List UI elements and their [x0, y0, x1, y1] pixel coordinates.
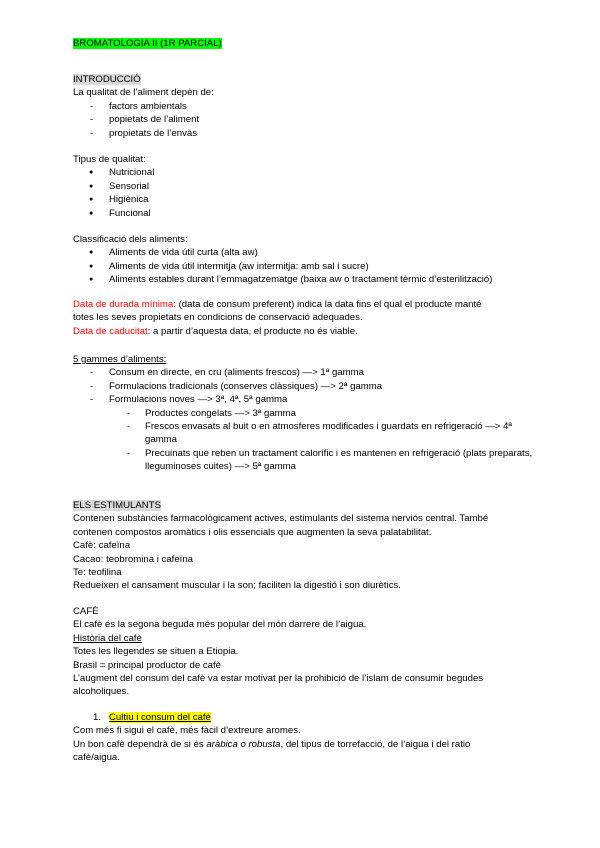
list-item: ● Sensorial — [73, 180, 533, 193]
list-item: - popietats de l’aliment — [73, 113, 533, 126]
paragraph-line: Brasil = principal productor de cafè — [73, 659, 221, 671]
coffee-varieties: aràbica o robusta — [206, 738, 281, 750]
types-lead: Tipus de qualitat: — [73, 154, 146, 165]
list-item: ● Aliments estables durant l’emmagatzematge (baixa aw o tractament tèrmic d’esterilització) — [73, 273, 533, 286]
gammes-list — [73, 366, 533, 406]
cafe-heading: CAFÈ — [73, 606, 99, 617]
quality-lead: La qualitat de l’aliment depèn de: — [73, 87, 214, 99]
list-item: ● Higiènica — [73, 193, 533, 206]
paragraph-line: Cafè: cafeïna — [73, 540, 131, 552]
expiry-date-term: Data de caducitat — [73, 325, 148, 337]
document-title-block — [73, 37, 533, 50]
gammes-heading: 5 gammes d’aliments: — [73, 354, 167, 365]
list-item: - factors ambientals — [73, 100, 533, 113]
list-item: - Consum en directe, en cru (aliments frescos) —> 1ª gamma — [73, 366, 533, 379]
paragraph-line: alcoholiques. — [73, 686, 130, 698]
paragraph-line: , del tipus de torrefacció, de l’aigua i del ratio — [280, 738, 471, 750]
list-item: ● Aliments de vida útil intermitja (aw intermitja: amb sal i sucre) — [73, 260, 533, 273]
intro-heading: INTRODUCCIÓ — [73, 74, 141, 85]
list-item: - Formulacions tradicionals (conserves clàssiques) —> 2ª gamma — [73, 380, 533, 393]
intro-section — [73, 73, 533, 140]
gammes-sublist — [73, 407, 533, 474]
cultiu-number: 1. — [93, 712, 102, 723]
paragraph-line: Cacao: teobromina i cafeïna — [73, 553, 193, 565]
paragraph-line: Com més fi sigui el cafè, més fàcil d’extreure aromes. — [73, 725, 301, 737]
paragraph-line: Te: teofilina — [73, 567, 122, 579]
list-item: - Formulacions noves —> 3ª, 4ª, 5ª gamma — [73, 393, 533, 406]
types-list — [73, 166, 533, 220]
classification-section — [73, 233, 533, 287]
list-item: - Productes congelats —> 3ª gamma — [73, 407, 533, 420]
min-date-text-cont: totes les seves propietats en condicions de conservació adequades. — [73, 312, 363, 324]
stimulants-heading: ELS ESTIMULANTS — [73, 500, 161, 511]
quality-list — [73, 100, 533, 140]
list-item: ● Funcional — [73, 207, 533, 220]
paragraph-line: Un bon cafè dependrà de si és — [73, 738, 207, 750]
history-heading: Història del cafè — [73, 632, 142, 644]
list-item: - Frescos envasats al buit o en atmosferes modificades i guardats en refrigeració —> 4ª gamma — [73, 420, 533, 447]
min-date-text: (data de consum preferent) indica la data fins el qual el producte manté — [175, 299, 482, 310]
paragraph-line: El cafè és la segona beguda més popular del món darrere de l’aigua. — [73, 619, 367, 631]
class-lead: Classificació dels aliments: — [73, 234, 188, 245]
paragraph-line: contenen compostos aromàtics i olis essencials que augmenten la seva palatabilitat. — [73, 526, 432, 538]
list-item: - propietats de l’envàs — [73, 127, 533, 140]
document-title: BROMATOLOGIA II (1R PARCIAL) — [73, 38, 222, 49]
paragraph-line: Redueixen el cansament muscular i la son; faciliten la digestió i son diurètics. — [73, 580, 401, 592]
min-date-term: Data de durada mínima: — [73, 299, 176, 310]
cafe-section — [73, 605, 533, 699]
cultiu-heading: Cultiu i consum del cafè — [109, 712, 211, 723]
list-item: ● Nutricional — [73, 166, 533, 179]
gammes-section — [73, 353, 533, 474]
cultiu-section — [73, 711, 533, 765]
list-item: ● Aliments de vida útil curta (alta aw) — [73, 246, 533, 259]
paragraph-line: L’augment del consum del cafè va estar motivat per la prohibició de l’islam de consumir begudes — [73, 673, 484, 685]
paragraph-line: cafè/aigua. — [73, 752, 120, 764]
dates-section — [73, 298, 533, 338]
paragraph-line: Contenen substàncies farmacològicament actives, estimulants del sistema nerviós central. També — [73, 513, 489, 525]
quality-types-section — [73, 153, 533, 220]
expiry-date-text: : a partir d’aquesta data, el producte no és viable. — [147, 325, 358, 337]
paragraph-line: Totes les llegendes se situen a Etiopia. — [73, 646, 239, 658]
list-item: - Precuinats que reben un tractament calorífic i es mantenen en refrigeració (plats preparats, lleguminoses cuites) —> 5ª gamma — [73, 447, 533, 474]
stimulants-section — [73, 499, 533, 593]
class-list — [73, 246, 533, 286]
